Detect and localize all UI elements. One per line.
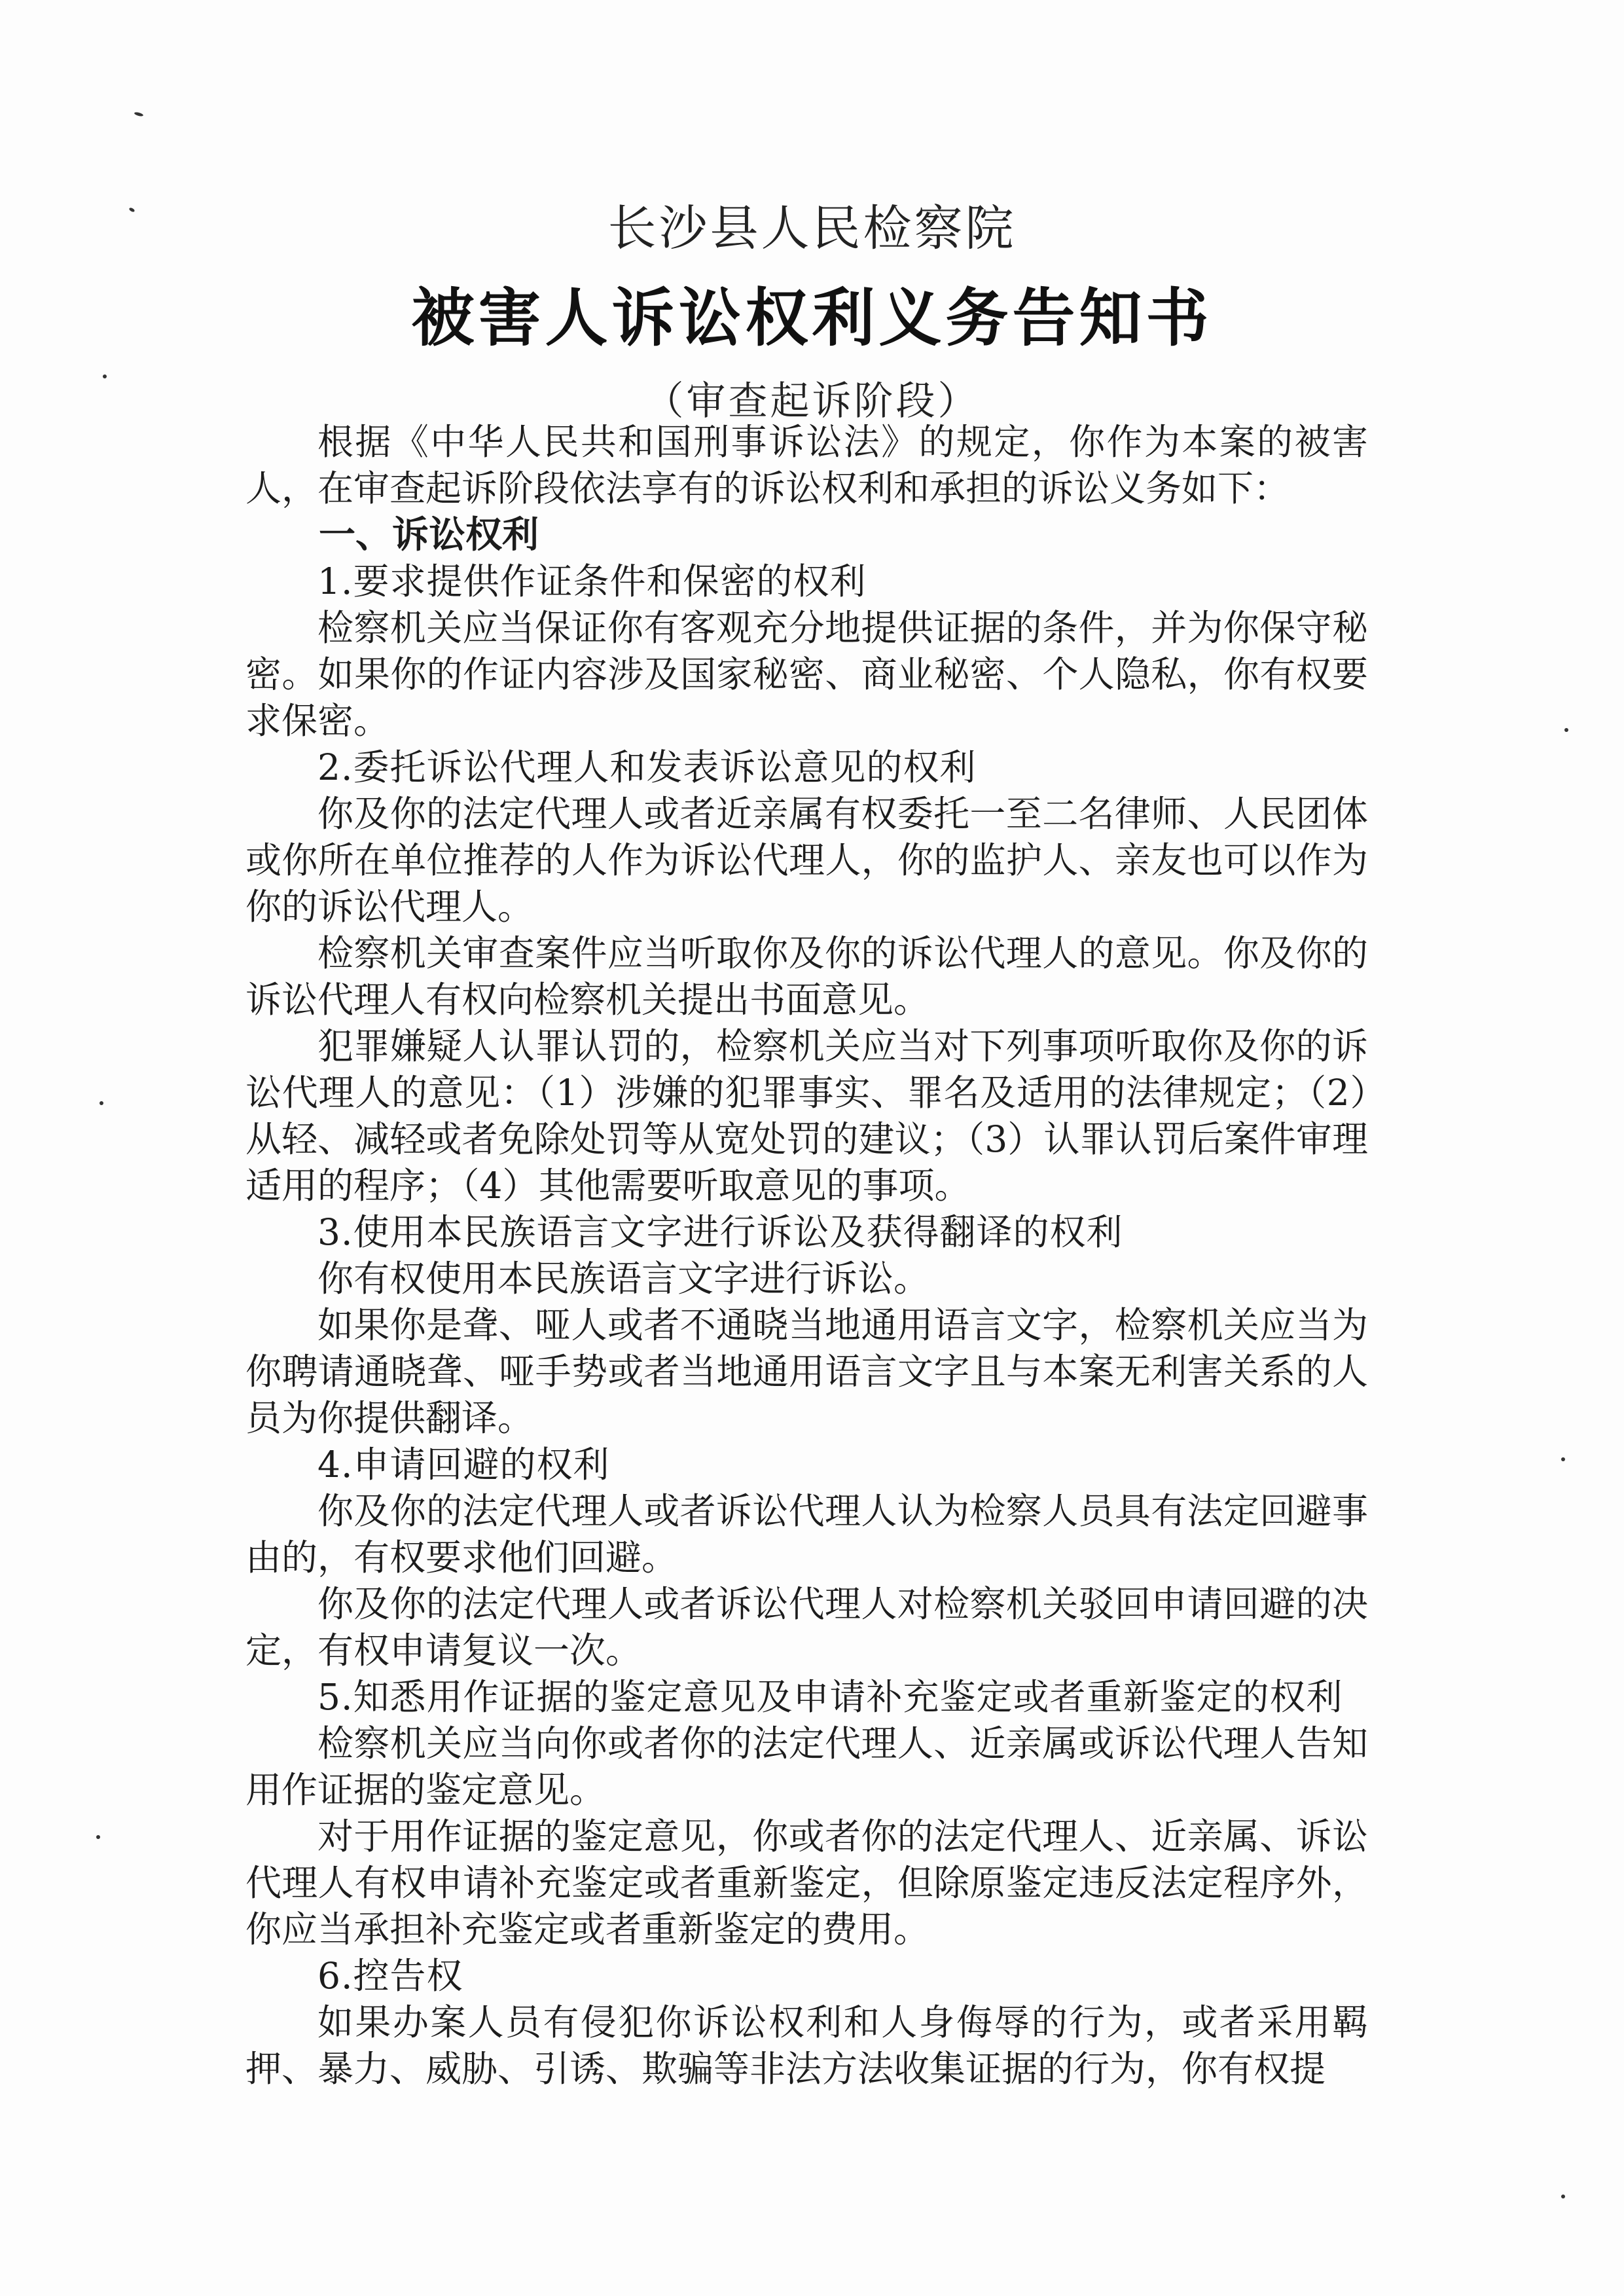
scan-speck — [1564, 728, 1568, 732]
organization-name: 长沙县人民检察院 — [607, 200, 1017, 257]
item-5-paragraph: 对于用作证据的鉴定意见，你或者你的法定代理人、近亲属、诉讼代理人有权申请补充鉴定或者重新鉴定，但除原鉴定违反法定程序外，你应当承担补充鉴定或者重新鉴定的费用。 — [245, 1815, 1368, 1950]
document-title: 被害人诉讼权利义务告知书 — [411, 281, 1213, 355]
intro-paragraph: 根据《中华人民共和国刑事诉讼法》的规定，你作为本案的被害人，在审查起诉阶段依法享有的诉讼权利和承担的诉讼义务如下： — [245, 421, 1368, 509]
item-4-paragraph: 你及你的法定代理人或者诉讼代理人认为检察人员具有法定回避事由的，有权要求他们回避。 — [245, 1490, 1368, 1578]
item-heading-4: 4.申请回避的权利 — [317, 1444, 610, 1485]
item-heading-1: 1.要求提供作证条件和保密的权利 — [317, 560, 867, 602]
item-3-paragraph: 你有权使用本民族语言文字进行诉讼。 — [317, 1258, 930, 1300]
scan-speck — [134, 111, 144, 117]
item-1-paragraph: 检察机关应当保证你有客观充分地提供证据的条件，并为你保守秘密。如果你的作证内容涉及国家秘密、商业秘密、个人隐私，你有权要求保密。 — [245, 607, 1368, 742]
item-5-paragraph: 检察机关应当向你或者你的法定代理人、近亲属或诉讼代理人告知用作证据的鉴定意见。 — [245, 1722, 1368, 1811]
section-heading-rights: 一、诉讼权利 — [319, 513, 539, 556]
scan-speck — [1561, 1457, 1565, 1461]
item-heading-6: 6.控告权 — [317, 1955, 463, 1997]
item-heading-2: 2.委托诉讼代理人和发表诉讼意见的权利 — [317, 746, 977, 788]
document-stage: （审查起诉阶段） — [644, 378, 980, 424]
scan-speck — [99, 1101, 103, 1105]
scan-speck — [96, 1835, 100, 1839]
item-3-paragraph: 如果你是聋、哑人或者不通晓当地通用语言文字，检察机关应当为你聘请通晓聋、哑手势或者当地通用语言文字且与本案无利害关系的人员为你提供翻译。 — [245, 1304, 1368, 1439]
item-heading-3: 3.使用本民族语言文字进行诉讼及获得翻译的权利 — [317, 1211, 1123, 1253]
item-2-paragraph: 犯罪嫌疑人认罪认罚的，检察机关应当对下列事项听取你及你的诉讼代理人的意见：（1）涉嫌的犯罪事实、罪名及适用的法律规定；（2）从轻、减轻或者免除处罚等从宽处罚的建议；（3）认罪认罚后案件审理适用的程序；（4）其他需要听取意见的事项。 — [245, 1025, 1368, 1207]
scan-speck — [1561, 2195, 1565, 2198]
document-body — [245, 419, 1368, 2092]
item-heading-5: 5.知悉用作证据的鉴定意见及申请补充鉴定或者重新鉴定的权利 — [317, 1676, 1343, 1718]
item-4-paragraph: 你及你的法定代理人或者诉讼代理人对检察机关驳回申请回避的决定，有权申请复议一次。 — [245, 1583, 1368, 1671]
item-6-paragraph: 如果办案人员有侵犯你诉讼权利和人身侮辱的行为，或者采用羁押、暴力、威胁、引诱、欺骗等非法方法收集证据的行为，你有权提 — [245, 2001, 1368, 2090]
item-2-paragraph: 检察机关审查案件应当听取你及你的诉讼代理人的意见。你及你的诉讼代理人有权向检察机关提出书面意见。 — [245, 932, 1368, 1021]
item-2-paragraph: 你及你的法定代理人或者近亲属有权委托一至二名律师、人民团体或你所在单位推荐的人作为诉讼代理人，你的监护人、亲友也可以作为你的诉讼代理人。 — [245, 793, 1368, 928]
